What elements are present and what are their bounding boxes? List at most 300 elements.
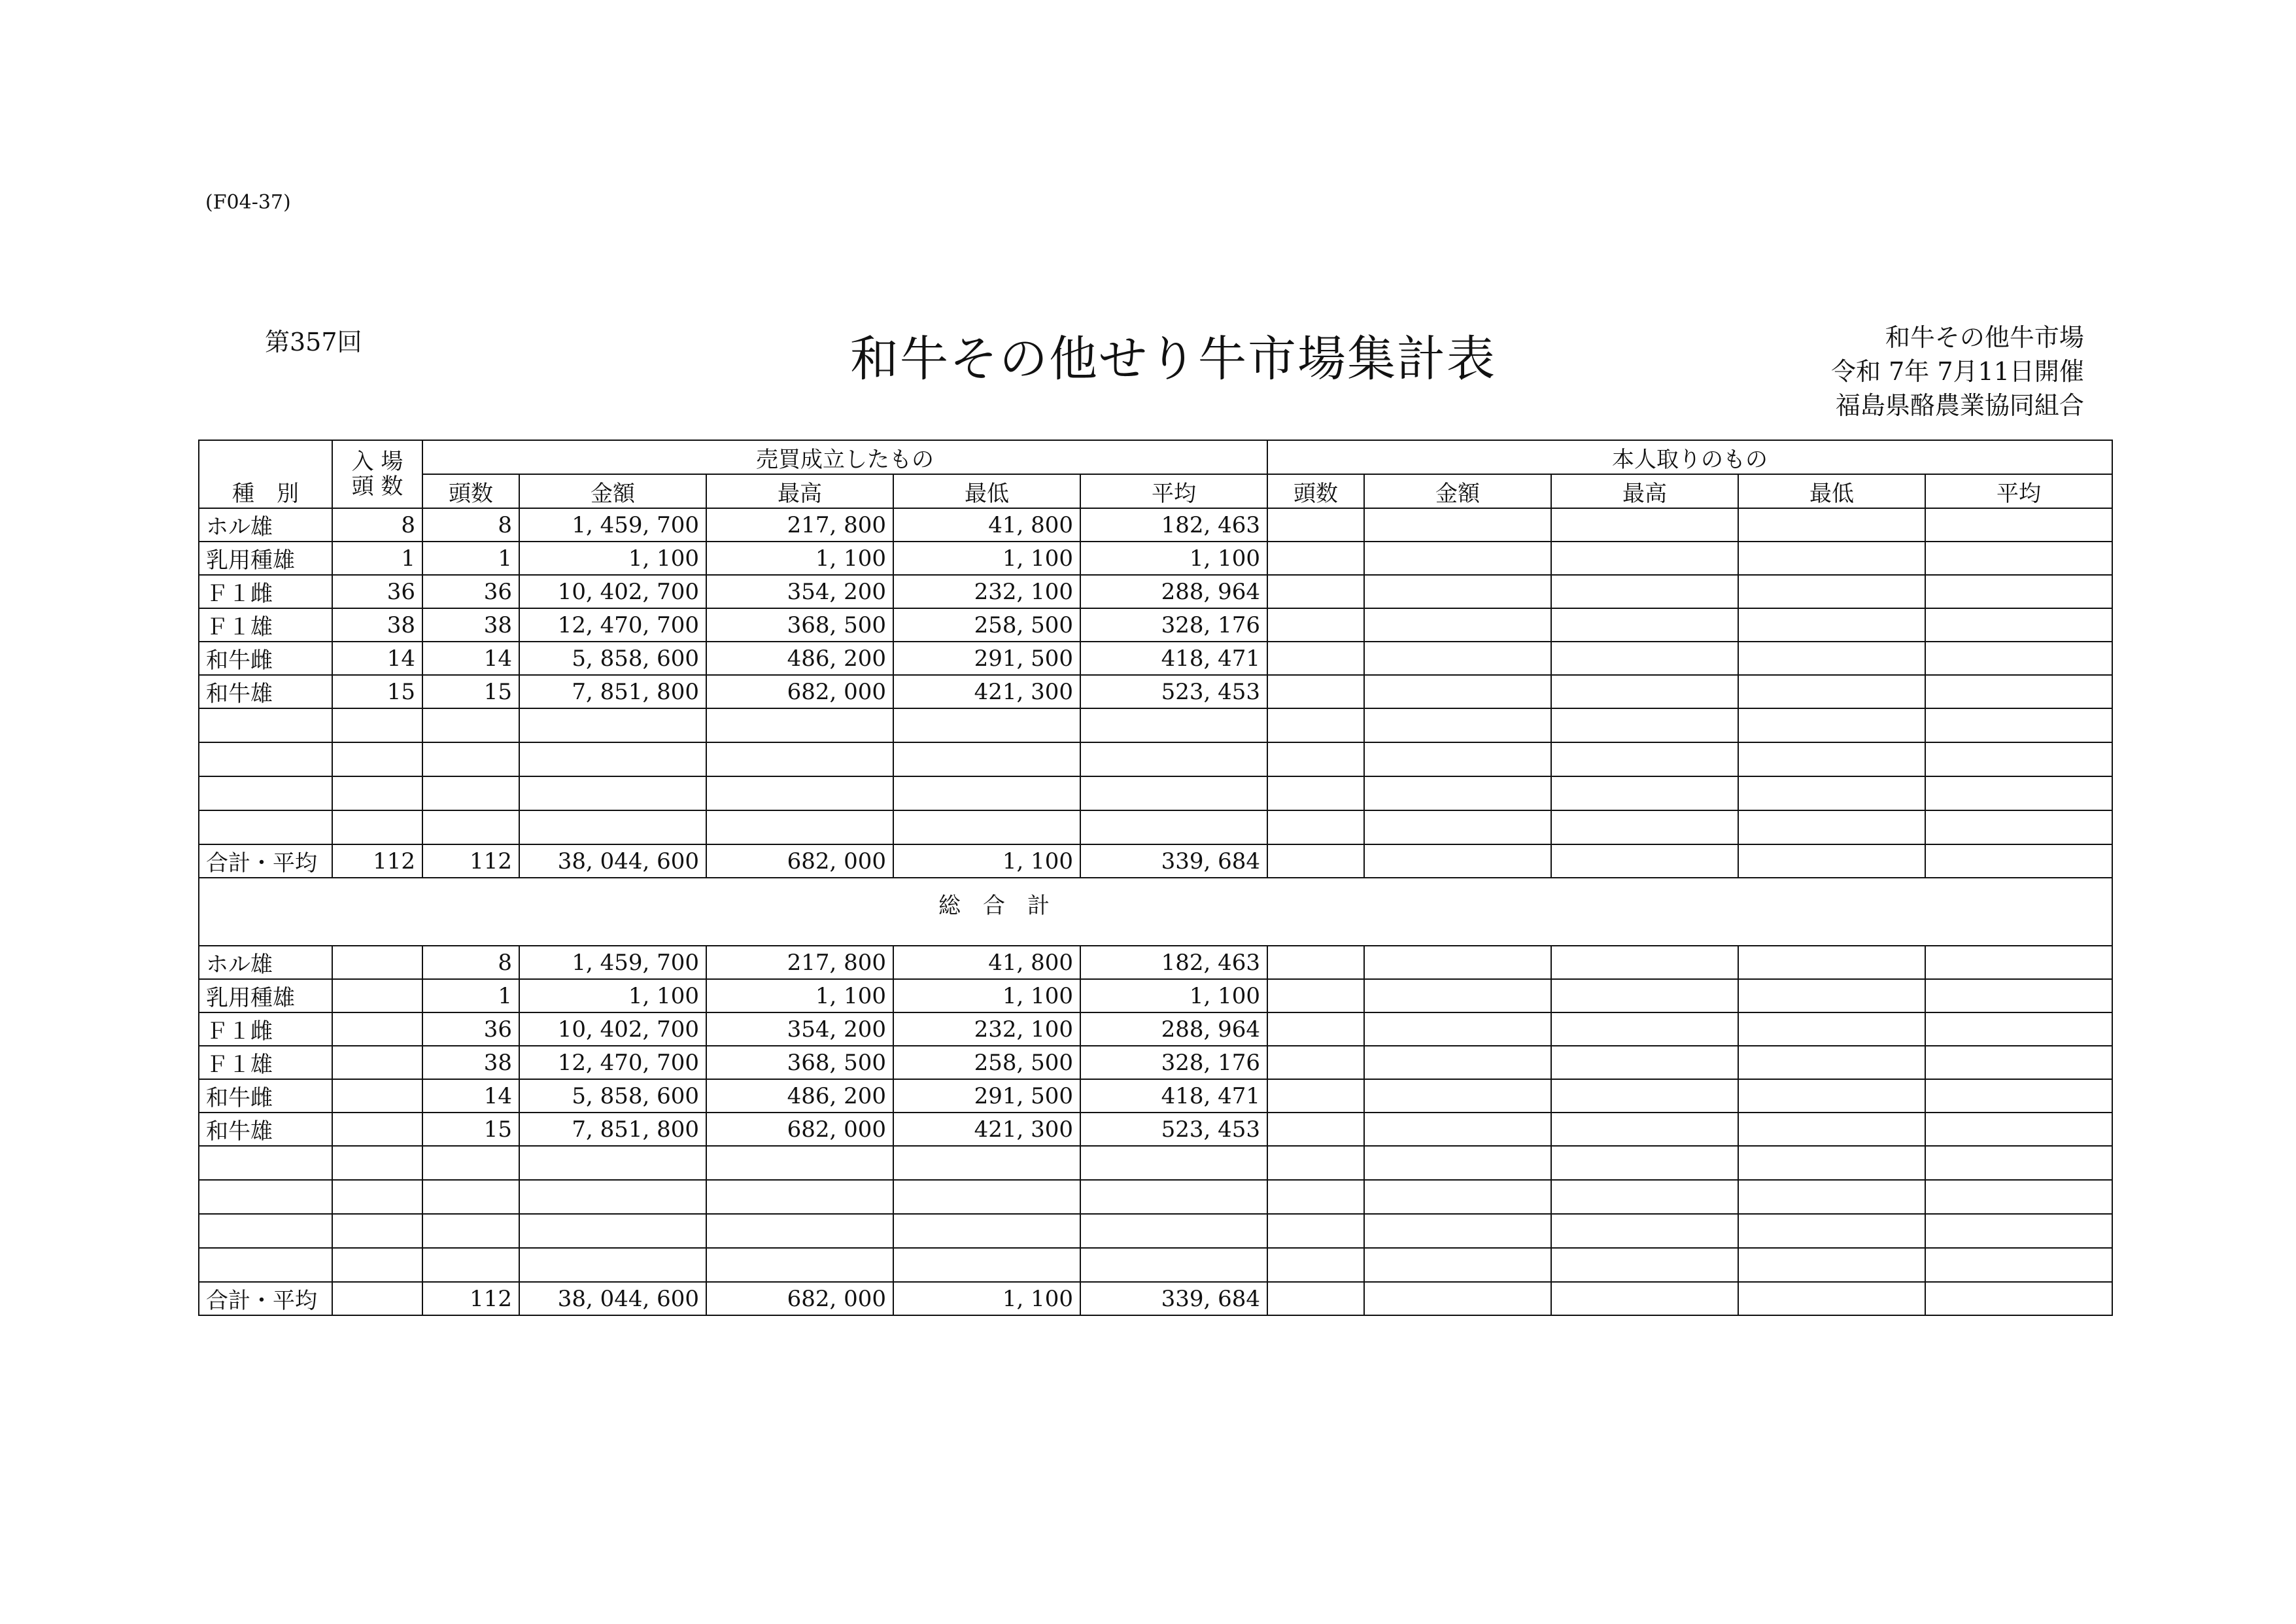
cell-kind: 和牛雌 (199, 642, 332, 675)
cell-sold-min: 41, 800 (893, 946, 1080, 979)
empty-cell (893, 1214, 1080, 1248)
cell-total-entry (332, 1282, 422, 1315)
cell-total-entry: 112 (332, 844, 422, 878)
empty-cell (1551, 1214, 1738, 1248)
cell-entry: 14 (332, 642, 422, 675)
cell-self-max (1551, 675, 1738, 708)
cell-sold-min: 1, 100 (893, 542, 1080, 575)
table-header (199, 440, 2112, 508)
cell-kind: 乳用種雄 (199, 542, 332, 575)
cell-sold-max: 682, 000 (706, 675, 893, 708)
empty-cell (422, 742, 519, 776)
empty-cell (1738, 1248, 1925, 1282)
empty-row (199, 708, 2112, 742)
cell-self-amount (1364, 1113, 1551, 1146)
market-date: 令和 7年 7月11日開催 (1831, 357, 2084, 386)
empty-cell (1364, 810, 1551, 844)
cell-self-max (1551, 979, 1738, 1012)
empty-row (199, 1214, 2112, 1248)
cell-self-heads (1267, 946, 1364, 979)
page-title: 和牛その他せり牛市場集計表 (850, 331, 1496, 387)
cell-sold-max: 486, 200 (706, 1079, 893, 1113)
cell-self-avg (1925, 542, 2112, 575)
cell-self-heads (1267, 575, 1364, 608)
cell-sold-heads: 14 (422, 1079, 519, 1113)
cell-total-self-min (1738, 1282, 1925, 1315)
empty-row (199, 1248, 2112, 1282)
empty-cell (1267, 776, 1364, 810)
empty-row (199, 742, 2112, 776)
cell-sold-min: 291, 500 (893, 1079, 1080, 1113)
cell-self-amount (1364, 542, 1551, 575)
cell-self-amount (1364, 642, 1551, 675)
empty-cell (1925, 708, 2112, 742)
cell-kind: ホル雄 (199, 946, 332, 979)
cell-entry (332, 979, 422, 1012)
cell-total-self-max (1551, 1282, 1738, 1315)
cell-sold-amount: 7, 851, 800 (519, 1113, 706, 1146)
header-self-avg: 平均 (1925, 474, 2112, 508)
cell-sold-heads: 8 (422, 508, 519, 542)
empty-cell (519, 1214, 706, 1248)
cell-entry (332, 1046, 422, 1079)
table-row (199, 508, 2112, 542)
table-row (199, 979, 2112, 1012)
empty-cell (1925, 1146, 2112, 1180)
empty-cell (519, 708, 706, 742)
cell-sold-avg: 288, 964 (1080, 1012, 1267, 1046)
cell-self-max (1551, 642, 1738, 675)
cell-sold-avg: 1, 100 (1080, 542, 1267, 575)
cell-self-max (1551, 1079, 1738, 1113)
cell-total-sold-max: 682, 000 (706, 1282, 893, 1315)
empty-cell (422, 1248, 519, 1282)
cell-sold-heads: 36 (422, 575, 519, 608)
empty-row (199, 1180, 2112, 1214)
empty-cell (1080, 1180, 1267, 1214)
empty-cell (1364, 1180, 1551, 1214)
cell-sold-avg: 328, 176 (1080, 1046, 1267, 1079)
empty-cell (332, 742, 422, 776)
cell-self-max (1551, 1046, 1738, 1079)
empty-cell (893, 810, 1080, 844)
empty-cell (1080, 776, 1267, 810)
empty-cell (1925, 742, 2112, 776)
empty-cell (519, 1248, 706, 1282)
empty-cell (1267, 1146, 1364, 1180)
cell-sold-max: 217, 800 (706, 508, 893, 542)
cell-sold-amount: 12, 470, 700 (519, 608, 706, 642)
cell-sold-max: 368, 500 (706, 608, 893, 642)
cell-entry: 1 (332, 542, 422, 575)
cell-self-avg (1925, 1113, 2112, 1146)
cell-self-heads (1267, 1012, 1364, 1046)
cell-self-avg (1925, 1012, 2112, 1046)
empty-cell (1551, 1180, 1738, 1214)
cell-self-avg (1925, 1079, 2112, 1113)
grand-total-heading (199, 878, 2112, 946)
header-sold-max: 最高 (706, 474, 893, 508)
cell-self-heads (1267, 608, 1364, 642)
cell-sold-avg: 523, 453 (1080, 1113, 1267, 1146)
header-sold-avg: 平均 (1080, 474, 1267, 508)
cell-entry: 38 (332, 608, 422, 642)
cell-entry: 15 (332, 675, 422, 708)
cell-sold-amount: 12, 470, 700 (519, 1046, 706, 1079)
cell-sold-heads: 38 (422, 608, 519, 642)
cell-sold-min: 1, 100 (893, 979, 1080, 1012)
cell-self-avg (1925, 946, 2112, 979)
empty-cell (1738, 776, 1925, 810)
empty-cell (199, 1214, 332, 1248)
cell-self-min (1738, 979, 1925, 1012)
cell-sold-avg: 418, 471 (1080, 1079, 1267, 1113)
cell-self-amount (1364, 675, 1551, 708)
cell-self-min (1738, 542, 1925, 575)
header-entry-line2: 頭 数 (351, 474, 403, 500)
empty-cell (706, 708, 893, 742)
cell-self-max (1551, 542, 1738, 575)
cell-sold-amount: 10, 402, 700 (519, 575, 706, 608)
empty-cell (1738, 1214, 1925, 1248)
empty-cell (199, 708, 332, 742)
cell-self-min (1738, 608, 1925, 642)
header-info (1831, 320, 2084, 423)
cell-sold-max: 1, 100 (706, 542, 893, 575)
cell-self-heads (1267, 1079, 1364, 1113)
cell-total-self-min (1738, 844, 1925, 878)
empty-cell (1267, 1214, 1364, 1248)
cell-self-avg (1925, 575, 2112, 608)
cell-total-self-avg (1925, 1282, 2112, 1315)
cell-sold-max: 217, 800 (706, 946, 893, 979)
cell-sold-avg: 182, 463 (1080, 508, 1267, 542)
cell-self-min (1738, 675, 1925, 708)
cell-sold-max: 682, 000 (706, 1113, 893, 1146)
empty-cell (332, 1146, 422, 1180)
cell-total-self-heads (1267, 1282, 1364, 1315)
summary-table (198, 440, 2113, 1316)
empty-cell (1080, 742, 1267, 776)
cell-self-min (1738, 946, 1925, 979)
cell-total-self-amount (1364, 1282, 1551, 1315)
total-row (199, 1282, 2112, 1315)
header-self-heads: 頭数 (1267, 474, 1364, 508)
empty-cell (422, 1146, 519, 1180)
cell-sold-max: 354, 200 (706, 1012, 893, 1046)
cell-sold-min: 258, 500 (893, 608, 1080, 642)
empty-cell (199, 1248, 332, 1282)
empty-cell (519, 810, 706, 844)
cell-sold-amount: 1, 100 (519, 979, 706, 1012)
cell-self-min (1738, 508, 1925, 542)
empty-cell (1267, 742, 1364, 776)
empty-cell (1925, 810, 2112, 844)
cell-sold-avg: 1, 100 (1080, 979, 1267, 1012)
empty-cell (1551, 742, 1738, 776)
empty-cell (199, 810, 332, 844)
empty-cell (519, 1146, 706, 1180)
cell-self-max (1551, 1113, 1738, 1146)
cell-sold-min: 258, 500 (893, 1046, 1080, 1079)
empty-cell (1925, 1180, 2112, 1214)
grand-total-title: 総 合 計 (938, 893, 1050, 919)
cell-sold-min: 232, 100 (893, 575, 1080, 608)
header-sold-min: 最低 (893, 474, 1080, 508)
empty-cell (332, 1180, 422, 1214)
header-self-group: 本人取りのもの (1267, 440, 2112, 474)
cell-sold-min: 291, 500 (893, 642, 1080, 675)
table-row (199, 1012, 2112, 1046)
cell-kind: Ｆ１雌 (199, 575, 332, 608)
cell-sold-min: 421, 300 (893, 1113, 1080, 1146)
cell-self-max (1551, 946, 1738, 979)
empty-cell (332, 810, 422, 844)
empty-cell (706, 1146, 893, 1180)
empty-cell (1080, 708, 1267, 742)
cell-total-sold-avg: 339, 684 (1080, 1282, 1267, 1315)
cell-self-amount (1364, 946, 1551, 979)
cell-sold-heads: 15 (422, 1113, 519, 1146)
cell-sold-avg: 418, 471 (1080, 642, 1267, 675)
empty-cell (1738, 742, 1925, 776)
cell-sold-max: 368, 500 (706, 1046, 893, 1079)
empty-cell (422, 810, 519, 844)
empty-cell (1551, 708, 1738, 742)
cell-sold-heads: 38 (422, 1046, 519, 1079)
cell-sold-amount: 7, 851, 800 (519, 675, 706, 708)
cell-self-avg (1925, 675, 2112, 708)
cell-sold-avg: 328, 176 (1080, 608, 1267, 642)
section1-body (199, 508, 2112, 878)
empty-cell (706, 1214, 893, 1248)
cell-self-amount (1364, 979, 1551, 1012)
header-entry (332, 440, 422, 508)
empty-cell (706, 1248, 893, 1282)
empty-cell (199, 1146, 332, 1180)
cell-sold-avg: 288, 964 (1080, 575, 1267, 608)
cell-total-label: 合計・平均 (199, 1282, 332, 1315)
organization-name: 福島県酪農業協同組合 (1835, 391, 2084, 420)
empty-cell (1551, 1248, 1738, 1282)
cell-total-sold-heads: 112 (422, 1282, 519, 1315)
cell-sold-amount: 1, 459, 700 (519, 508, 706, 542)
cell-self-avg (1925, 608, 2112, 642)
cell-total-self-max (1551, 844, 1738, 878)
cell-entry: 8 (332, 508, 422, 542)
cell-total-self-heads (1267, 844, 1364, 878)
cell-kind: Ｆ１雄 (199, 1046, 332, 1079)
empty-cell (519, 1180, 706, 1214)
empty-cell (1364, 708, 1551, 742)
empty-cell (706, 742, 893, 776)
cell-self-heads (1267, 1046, 1364, 1079)
cell-sold-heads: 1 (422, 542, 519, 575)
header-self-max: 最高 (1551, 474, 1738, 508)
cell-sold-amount: 1, 100 (519, 542, 706, 575)
empty-cell (1738, 1146, 1925, 1180)
cell-sold-max: 354, 200 (706, 575, 893, 608)
session-number: 第357回 (265, 328, 362, 356)
empty-cell (1267, 1180, 1364, 1214)
cell-total-sold-min: 1, 100 (893, 844, 1080, 878)
empty-cell (422, 776, 519, 810)
cell-sold-min: 421, 300 (893, 675, 1080, 708)
cell-kind: Ｆ１雄 (199, 608, 332, 642)
empty-cell (1551, 776, 1738, 810)
empty-cell (1267, 810, 1364, 844)
empty-cell (1364, 776, 1551, 810)
cell-self-avg (1925, 642, 2112, 675)
grand-total-title-cell (199, 878, 2112, 946)
cell-self-min (1738, 642, 1925, 675)
cell-self-heads (1267, 642, 1364, 675)
empty-cell (1364, 1248, 1551, 1282)
cell-total-sold-heads: 112 (422, 844, 519, 878)
empty-cell (893, 776, 1080, 810)
cell-entry (332, 1012, 422, 1046)
empty-cell (893, 1248, 1080, 1282)
cell-self-min (1738, 1012, 1925, 1046)
empty-row (199, 776, 2112, 810)
empty-row (199, 810, 2112, 844)
cell-self-heads (1267, 675, 1364, 708)
empty-cell (1267, 1248, 1364, 1282)
cell-kind: 和牛雄 (199, 1113, 332, 1146)
empty-cell (706, 810, 893, 844)
header-sold-heads: 頭数 (422, 474, 519, 508)
cell-sold-heads: 36 (422, 1012, 519, 1046)
cell-self-avg (1925, 508, 2112, 542)
empty-cell (1080, 1248, 1267, 1282)
cell-sold-avg: 182, 463 (1080, 946, 1267, 979)
empty-cell (893, 708, 1080, 742)
empty-cell (332, 776, 422, 810)
cell-self-heads (1267, 979, 1364, 1012)
summary-table-container (198, 440, 2113, 1316)
cell-self-amount (1364, 608, 1551, 642)
empty-cell (422, 1214, 519, 1248)
cell-self-max (1551, 1012, 1738, 1046)
empty-cell (519, 776, 706, 810)
cell-entry (332, 1079, 422, 1113)
cell-self-min (1738, 1046, 1925, 1079)
header-self-amount: 金額 (1364, 474, 1551, 508)
cell-self-min (1738, 1079, 1925, 1113)
cell-sold-amount: 5, 858, 600 (519, 1079, 706, 1113)
empty-cell (1925, 1248, 2112, 1282)
cell-total-sold-amount: 38, 044, 600 (519, 1282, 706, 1315)
cell-self-amount (1364, 1079, 1551, 1113)
empty-cell (1738, 810, 1925, 844)
cell-self-amount (1364, 1046, 1551, 1079)
empty-cell (1267, 708, 1364, 742)
cell-self-amount (1364, 575, 1551, 608)
cell-kind: 和牛雄 (199, 675, 332, 708)
empty-cell (332, 708, 422, 742)
cell-sold-amount: 10, 402, 700 (519, 1012, 706, 1046)
table-row (199, 575, 2112, 608)
empty-cell (332, 1248, 422, 1282)
cell-self-max (1551, 575, 1738, 608)
empty-cell (1364, 1214, 1551, 1248)
empty-cell (893, 1180, 1080, 1214)
header-entry-line1: 入 場 (351, 449, 403, 475)
empty-cell (1551, 1146, 1738, 1180)
cell-self-heads (1267, 1113, 1364, 1146)
cell-kind: 乳用種雄 (199, 979, 332, 1012)
cell-entry (332, 1113, 422, 1146)
empty-row (199, 1146, 2112, 1180)
cell-self-amount (1364, 1012, 1551, 1046)
empty-cell (893, 1146, 1080, 1180)
cell-sold-avg: 523, 453 (1080, 675, 1267, 708)
header-kind: 種 別 (199, 440, 332, 508)
cell-kind: Ｆ１雌 (199, 1012, 332, 1046)
cell-entry: 36 (332, 575, 422, 608)
section2-body (199, 946, 2112, 1315)
table-row (199, 675, 2112, 708)
cell-sold-amount: 5, 858, 600 (519, 642, 706, 675)
cell-sold-heads: 8 (422, 946, 519, 979)
empty-cell (199, 742, 332, 776)
empty-cell (1364, 742, 1551, 776)
cell-self-max (1551, 608, 1738, 642)
cell-self-heads (1267, 508, 1364, 542)
cell-sold-min: 232, 100 (893, 1012, 1080, 1046)
table-row (199, 1113, 2112, 1146)
market-name: 和牛その他牛市場 (1885, 323, 2084, 352)
cell-sold-min: 41, 800 (893, 508, 1080, 542)
cell-self-heads (1267, 542, 1364, 575)
cell-sold-max: 1, 100 (706, 979, 893, 1012)
document-code: (F04-37) (205, 191, 291, 214)
empty-cell (422, 1180, 519, 1214)
cell-self-max (1551, 508, 1738, 542)
cell-kind: 和牛雌 (199, 1079, 332, 1113)
cell-self-amount (1364, 508, 1551, 542)
cell-total-sold-max: 682, 000 (706, 844, 893, 878)
cell-total-self-avg (1925, 844, 2112, 878)
empty-cell (1080, 1214, 1267, 1248)
empty-cell (706, 1180, 893, 1214)
cell-self-min (1738, 1113, 1925, 1146)
cell-sold-amount: 1, 459, 700 (519, 946, 706, 979)
cell-total-sold-avg: 339, 684 (1080, 844, 1267, 878)
table-row (199, 542, 2112, 575)
cell-sold-max: 486, 200 (706, 642, 893, 675)
table-row (199, 1079, 2112, 1113)
table-row (199, 608, 2112, 642)
cell-self-avg (1925, 1046, 2112, 1079)
cell-total-sold-min: 1, 100 (893, 1282, 1080, 1315)
cell-total-sold-amount: 38, 044, 600 (519, 844, 706, 878)
table-row (199, 946, 2112, 979)
cell-sold-heads: 14 (422, 642, 519, 675)
cell-sold-heads: 15 (422, 675, 519, 708)
empty-cell (893, 742, 1080, 776)
empty-cell (1551, 810, 1738, 844)
table-row (199, 642, 2112, 675)
empty-cell (1080, 810, 1267, 844)
empty-cell (332, 1214, 422, 1248)
empty-cell (199, 1180, 332, 1214)
header-sold-amount: 金額 (519, 474, 706, 508)
empty-cell (1738, 1180, 1925, 1214)
empty-cell (422, 708, 519, 742)
empty-cell (199, 776, 332, 810)
empty-cell (706, 776, 893, 810)
